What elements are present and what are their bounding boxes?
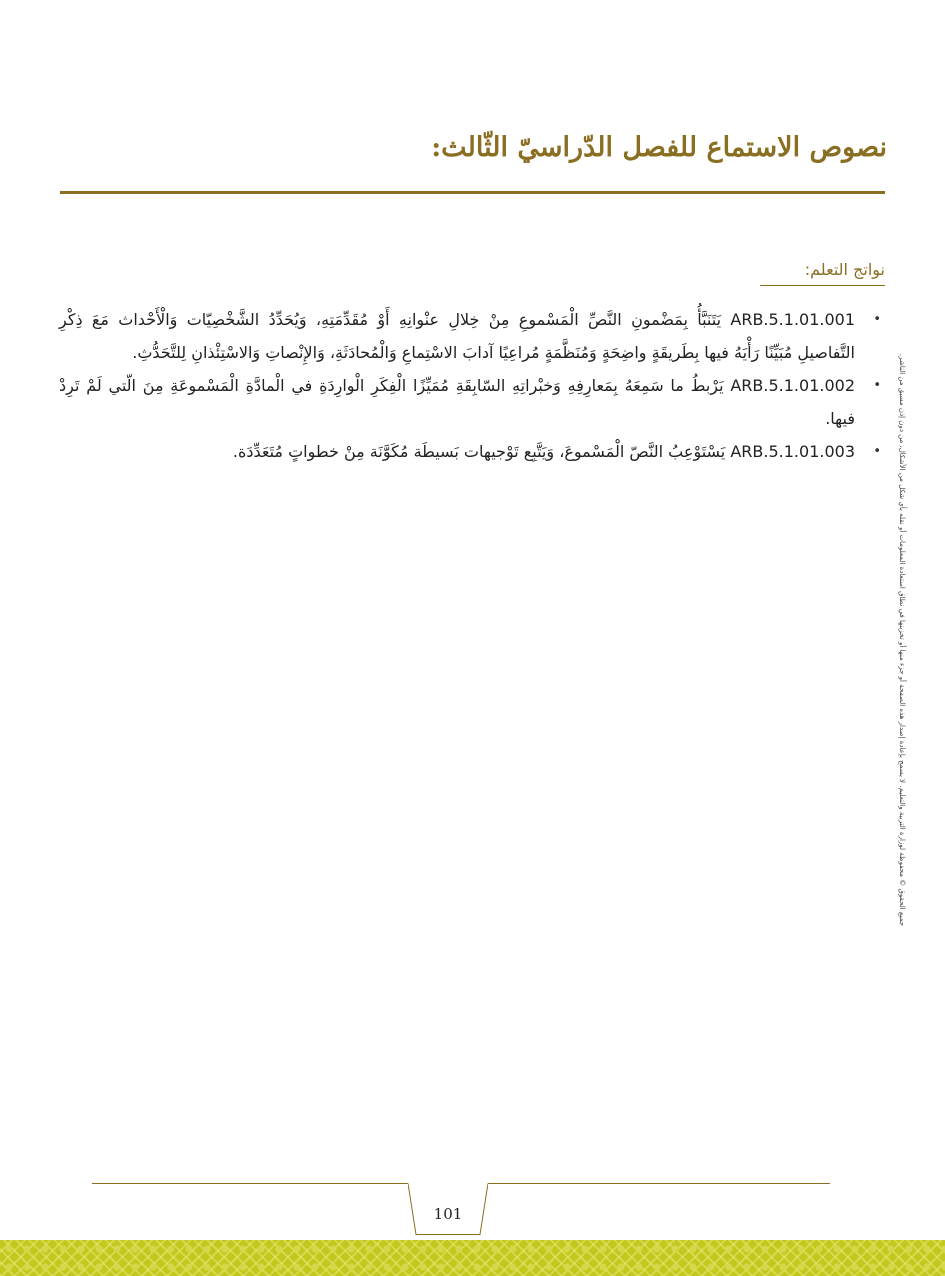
title-divider: [60, 191, 885, 194]
footer-rule-left: [92, 1183, 408, 1184]
decorative-pattern-band: [0, 1240, 945, 1276]
page-number: 101: [433, 1205, 463, 1223]
page-title: نصوص الاستماع للفصل الدّراسيّ الثّالث:: [431, 132, 887, 164]
learning-outcomes-heading: نواتج التعلم:: [804, 260, 885, 279]
outcome-text: يَرْبطُ ما سَمِعَهُ بِمَعارِفِهِ وَخبْراتِهِ السّابِقَةِ مُمَيِّزًا الْفِكَرِ الْوارِدَةِ في الْمادَّةِ الْمَسْموعَةِ مِنَ الّتي لَمْ تَرِدْ فيها.: [59, 376, 855, 428]
outcome-item: [59, 369, 885, 435]
footer-rule-right: [488, 1183, 830, 1184]
outcome-code: ARB.5.1.01.002: [730, 376, 855, 395]
heading-underline: [760, 285, 885, 286]
bullet-icon: •: [873, 444, 881, 459]
outcome-text: يَتَنَبَّأُ بِمَضْمونِ النَّصِّ الْمَسْموعِ مِنْ خِلالِ عنْوانِهِ أَوْ مُقَدِّمَتِهِ، وَيُحَدِّدُ الشَّخْصِيّات وَالْأَحْداث مَعَ ذِكْرِ التَّفاصيلِ مُبَيِّنًا رَأْيَهُ فيها بِطَريقَةٍ واضِحَةٍ وَمُنَظَّمَةٍ مُراعِيًا آدابَ الاسْتِماعِ وَالْمُحادَثَةِ، وَالإِنْصاتِ وَالاسْتِئْذانِ لِلتَّحَدُّثِ.: [59, 310, 855, 362]
outcome-item: [59, 303, 885, 369]
outcome-item: [59, 435, 885, 468]
bullet-icon: •: [873, 378, 881, 393]
copyright-notice: جميع الحقوق © محفوظة لوزارة التربية والتعليم. لا يسمح بإعادة إصدار هذه الصفحة أو جزء منها أو تخزينها في نطاق استعادة المعلومات أو نقله بأي شكل من الأشكال، من دون إذن مسبق من الناشر.: [898, 353, 906, 927]
learning-outcomes-list: [59, 303, 885, 468]
bullet-icon: •: [873, 312, 881, 327]
outcome-code: ARB.5.1.01.001: [730, 310, 856, 329]
outcome-text: يَسْتَوْعِبُ النَّصّ الْمَسْموعَ، وَيَتَّبِع تَوْجيهات بَسيطَة مُكَوَّنَة مِنْ خطواتٍ مُتَعَدِّدَة.: [232, 442, 726, 461]
outcome-code: ARB.5.1.01.003: [730, 442, 855, 461]
